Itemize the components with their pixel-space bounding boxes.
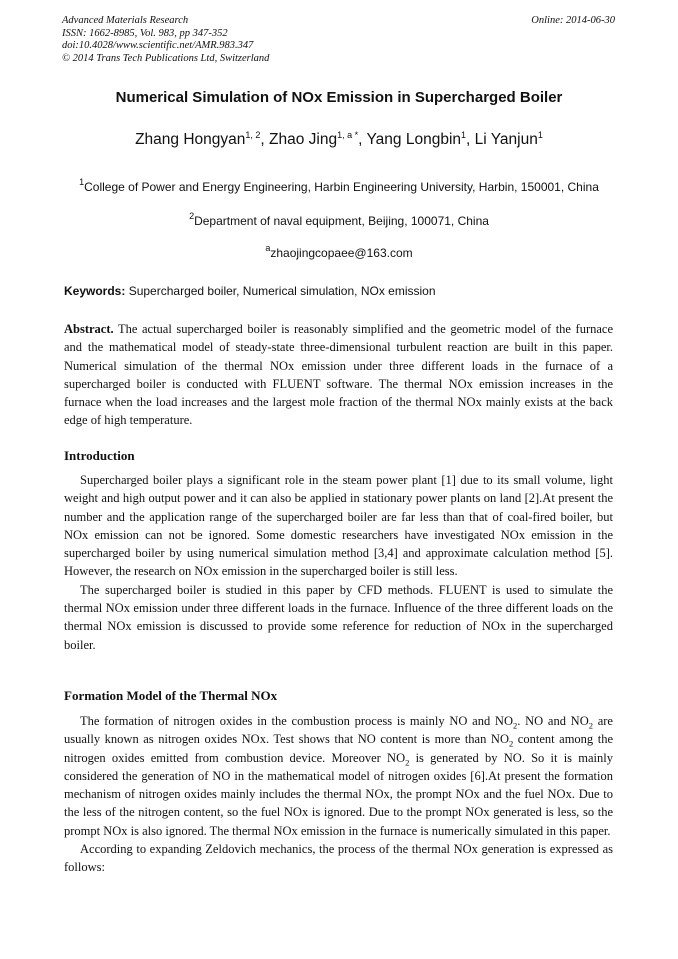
keywords-text: Supercharged boiler, Numerical simulation, NOx emission (128, 284, 436, 298)
formation-paragraph-1: The formation of nitrogen oxides in the combustion process is mainly NO and $NO_2$. NO and $NO_2$ are usually known as nitrogen oxides NOx. Test shows that NO content is more than $NO_2$ content among the nitrogen oxides emitted from combustion device. Moreover $NO_2$ is generated by NO. So it is mainly considered the generation of NO in the mathematical model of nitrogen oxides [6].At present the formation mechanism of nitrogen oxides mainly includes the thermal NOx, the prompt NOx and the fuel NOx. Due to the less of the nitrogen content, so the fuel NOx is ignored. Due to the prompt NOx generated is less, so the prompt NOx is also ignored. The thermal NOx emission in the furnace is numerically simulated in this paper. (64, 714, 613, 838)
abstract (64, 320, 613, 430)
email: $^a$zhaojingcopaee@163.com (265, 243, 413, 260)
introduction-paragraph-1: Supercharged boiler plays a significant role in the steam power plant [1] due to its small volume, light weight and high output power and it can also be applied in stationary power plants on land [2].At present the number and the application range of the supercharged boiler are far less than that of coal-fired boiler, but NOx emission can not be ignored. Some domestic researchers have investigated NOx emission in the supercharged boiler by using numerical simulation method [3,4] and approximate calculation method [5]. However, the research on NOx emission in the supercharged boiler is still less. (64, 473, 613, 579)
author-name: Zhao Jing (269, 131, 338, 148)
abstract-label: Abstract. (64, 322, 114, 336)
introduction-paragraph-2: The supercharged boiler is studied in this paper by CFD methods. FLUENT is used to simulate the thermal NOx emission under three different loads in the furnace. Influence of the three different loads on the thermal NOx emission is discussed to provide some reference for reduction of NOx in the supercharged boiler. (64, 582, 613, 652)
author-name: Li Yanjun (474, 131, 538, 148)
author-name: Zhang Hongyan (135, 131, 246, 148)
keywords (64, 284, 436, 298)
author-sup: 1, a * (337, 130, 359, 140)
formation-body (64, 712, 613, 877)
formation-heading: Formation Model of the Thermal NOx (64, 688, 278, 703)
journal-name: Advanced Materials Research (62, 15, 189, 26)
copyright: © 2014 Trans Tech Publications Ltd, Switzerland (62, 52, 270, 64)
introduction-heading: Introduction (64, 448, 135, 463)
author-sup: 1 (461, 130, 467, 140)
keywords-label: Keywords: (64, 284, 126, 298)
paper-title: Numerical Simulation of NOx Emission in Supercharged Boiler (115, 89, 563, 106)
online-date: Online: 2014-06-30 (531, 15, 615, 26)
formation-paragraph-2: According to expanding Zeldovich mechanics, the process of the thermal NOx generation is expressed as follows: (64, 842, 613, 875)
abstract-text: The actual supercharged boiler is reasonably simplified and the geometric model of the furnace and the mathematical model of steady-state three-dimensional turbulent reaction are built in this paper. Numerical simulation of the thermal NOx emission under three different loads in the furnace of a supercharged boiler is conducted with FLUENT software. The thermal NOx emission increases in the furnace when the load increases and the largest mole fraction of the thermal NOx mainly exists at the back edge of high temperature. (64, 322, 613, 428)
author-name: Yang Longbin (366, 131, 462, 148)
issn: ISSN: 1662-8985, Vol. 983, pp 347-352 (62, 27, 228, 39)
journal-meta (62, 15, 269, 65)
affiliation-1: $^1$College of Power and Energy Engineering, Harbin Engineering University, Harbin, 150001, China (79, 177, 599, 194)
author-sup: 1, 2 (245, 130, 261, 140)
author-list: Zhang Hongyan$^{1, 2}$, Zhao Jing$^{1, a *}$, Yang Longbin$^1$, Li Yanjun$^1$ (135, 130, 543, 148)
introduction-body (64, 471, 613, 654)
affiliation-2: $^2$Department of naval equipment, Beijing, 100071, China (189, 211, 489, 228)
author-sup: 1 (537, 130, 543, 140)
doi: doi:10.4028/www.scientific.net/AMR.983.347 (62, 40, 254, 51)
